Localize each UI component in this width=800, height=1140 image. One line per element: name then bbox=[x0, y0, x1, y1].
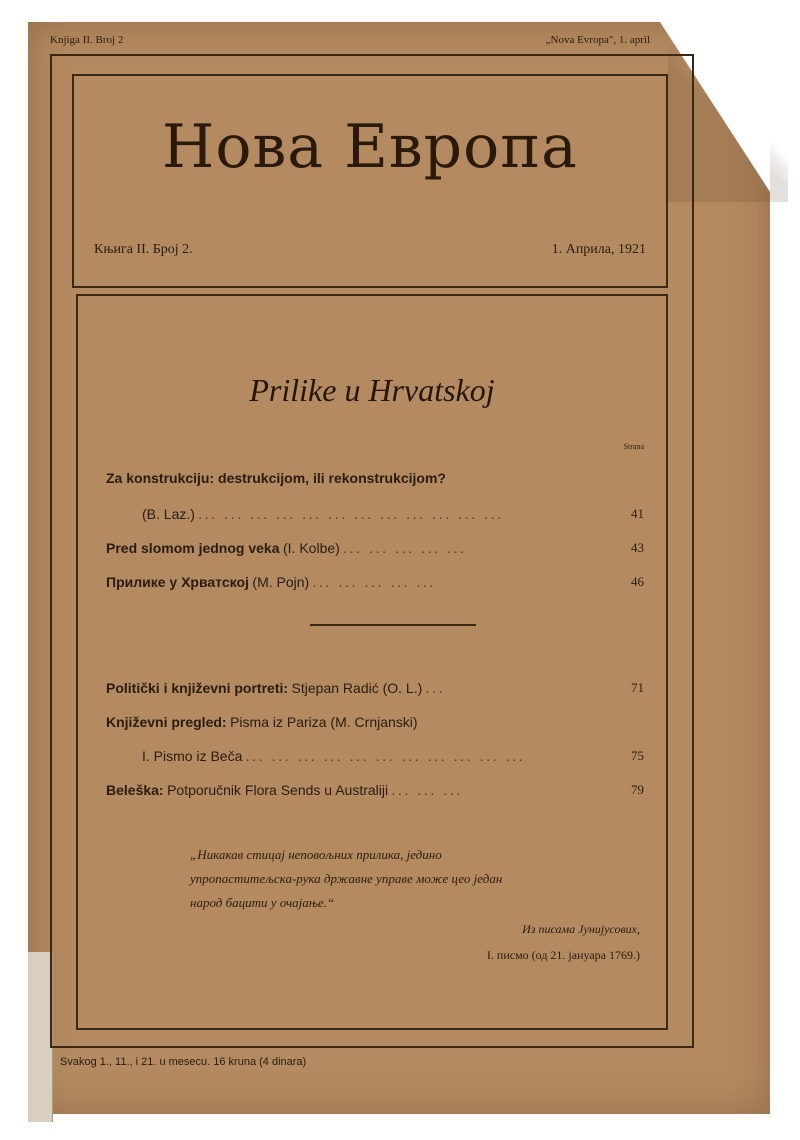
separator-rule bbox=[310, 624, 476, 626]
toc-entry-author: (I. Kolbe) bbox=[283, 540, 340, 556]
issue-date: 1. Априла, 1921 bbox=[551, 242, 646, 257]
epigraph-line: „Никакав стицај неповољних прилика, једино bbox=[190, 847, 442, 862]
epigraph-line: упропаститељска-рука државне управе може цео један bbox=[190, 871, 503, 886]
toc-page-number: 75 bbox=[631, 748, 644, 763]
toc-entry bbox=[106, 714, 644, 732]
toc-entry-title: Politički i književni portreti: bbox=[106, 680, 289, 696]
toc-entry-title: Pred slomom jednog veka bbox=[106, 540, 280, 556]
toc-entry-author: (M. Pojn) bbox=[252, 574, 310, 590]
toc-page-number: 41 bbox=[631, 506, 644, 521]
toc-entry-title: Beleška: bbox=[106, 782, 164, 798]
toc-entry: Прилике у Хрватској (M. Pojn) ... ... ... ... ... 46 bbox=[106, 574, 644, 591]
toc-entry: I. Pismo iz Beča ... ... ... ... ... ... ... ... ... ... ... 75 bbox=[142, 748, 644, 765]
toc-entry-author: Pisma iz Pariza (M. Crnjanski) bbox=[230, 714, 418, 730]
toc-entry-author: (B. Laz.) bbox=[142, 506, 195, 522]
journal-date-top: „Nova Evropa", 1. april bbox=[545, 34, 650, 46]
toc-entry-author: I. Pismo iz Beča bbox=[142, 748, 243, 764]
toc-page-number: 43 bbox=[631, 540, 644, 555]
epigraph-line: народ бацити у очајање.“ bbox=[190, 895, 335, 910]
toc-entry-author: Stjepan Radić (O. L.) bbox=[291, 680, 423, 696]
epigraph-citation: I. писмо (од 21. јануара 1769.) bbox=[486, 948, 640, 962]
toc-entry: Pred slomom jednog veka (I. Kolbe) ... ... ... ... ... 43 bbox=[106, 540, 644, 557]
toc-entry-title: Za konstrukciju: destrukcijom, ili rekonstrukcijom? bbox=[106, 470, 446, 486]
epigraph-source: Из писама Јунијусових, bbox=[522, 922, 640, 936]
toc-page-number: 46 bbox=[631, 574, 644, 589]
contents-box bbox=[76, 294, 668, 1030]
title-box bbox=[72, 74, 668, 288]
toc-page-number: 71 bbox=[631, 680, 644, 695]
issue-heading: Prilike u Hrvatskoj bbox=[249, 372, 495, 408]
magazine-title: Нова Европа bbox=[162, 112, 578, 182]
toc-page-number: 79 bbox=[631, 782, 644, 797]
toc-entry: (B. Laz.) ... ... ... ... ... ... ... ... ... ... ... ... 41 bbox=[142, 506, 644, 523]
toc-entry-author: Potporučnik Flora Sends u Australiji bbox=[167, 782, 389, 798]
subscription-info: Svakog 1., 11., i 21. u mesecu. 16 kruna (4 dinara) bbox=[60, 1056, 307, 1068]
volume-issue-top: Knjiga II. Broj 2 bbox=[50, 34, 124, 46]
toc-entry-title: Прилике у Хрватској bbox=[106, 574, 249, 590]
page-column-label: Strana bbox=[623, 442, 644, 451]
volume-issue: Књига II. Број 2. bbox=[94, 242, 193, 257]
toc-entry bbox=[106, 470, 644, 488]
toc-entry: Beleška: Potporučnik Flora Sends u Australiji ... ... ... 79 bbox=[106, 782, 644, 799]
toc-entry: Politički i književni portreti: Stjepan Radić (O. L.) ... 71 bbox=[106, 680, 644, 697]
toc-entry-title: Književni pregled: bbox=[106, 714, 227, 730]
